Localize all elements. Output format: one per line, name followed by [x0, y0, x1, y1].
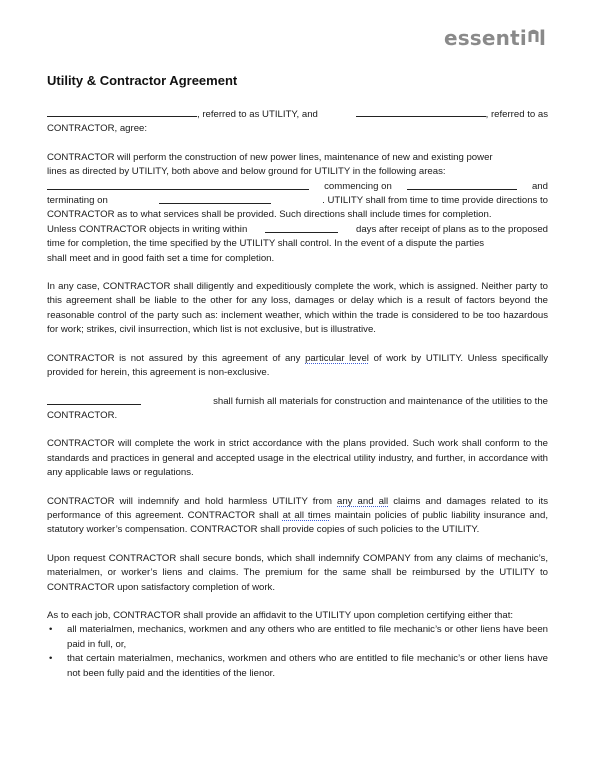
commencing-date-blank[interactable]: [407, 180, 517, 190]
areas-blank[interactable]: [47, 180, 309, 190]
indemnity-paragraph: CONTRACTOR will indemnify and hold harmless UTILITY from any and all claims and damages related to its performance of this agreement. CONTRACTOR shall at all times maintain policies of public liability insurance and, statutory worker’s compensation. CONTRACTOR shall provide copies of such policies to the UTILITY.: [47, 495, 549, 536]
spellcheck-mark: particular level: [305, 352, 369, 364]
terminating-date-blank[interactable]: [159, 194, 271, 204]
contractor-name-blank[interactable]: [356, 107, 486, 117]
bonds-paragraph: Upon request CONTRACTOR shall secure bonds, which shall indemnify COMPANY from any claims of mechanic’s, materialmen, or worker’s liens and claims. The premium for the same shall be reimbursed by the UTILITY to CONTRACTOR upon satisfactory completion of work.: [47, 552, 548, 593]
list-item: • that certain materialmen, mechanics, workmen and others who are entitled to file mechanic’s or other liens have not been fully paid and the identities of the lienor.: [49, 653, 548, 679]
logo-text: essenti: [443, 26, 527, 50]
bullet-icon: •: [49, 653, 53, 665]
list-item: • all materialmen, mechanics, workmen and any others who are entitled to file mechanic’s or other liens have been paid in full, or,: [49, 624, 548, 650]
document-body: [47, 107, 548, 681]
affidavit-list: [47, 623, 548, 681]
scope-paragraph: CONTRACTOR will perform the construction of new power lines, maintenance of new and existing power lines as directed by UTILITY, both above and below ground for UTILITY in the following areas: commencing on and terminating on . UTILITY shall from time to time provide directions to CONTRACTOR as to what services shall be provided. Such directions shall include times for completion. Unless CONTRACTOR objects in writing within days after receipt of plans as to the proposed time for completion, the time specified by the UTILITY shall control. In the event of a dispute the parties shall meet and in good faith set a time for completion.: [47, 151, 548, 264]
logo-shield-icon: [528, 28, 539, 43]
spellcheck-mark: at all times: [282, 509, 331, 521]
affidavit-section: [47, 609, 548, 681]
parties-paragraph: , referred to as UTILITY, and , referred to as CONTRACTOR, agree:: [47, 109, 548, 135]
logo-tail: l: [538, 26, 546, 50]
force-majeure-paragraph: In any case, CONTRACTOR shall diligently and expeditiously complete the work, which is assigned. Neither party to this agreement shall be liable to the other for any loss, damages or delay which is a result of factors beyond the reasonable control of the party such as: inclement weather, which within the trade is considered to be too hazardous for work; strikes, civil insurrection, which list is not exclusive, but is illustrative.: [47, 281, 548, 336]
spellcheck-mark: any and all: [337, 495, 389, 507]
standards-paragraph: CONTRACTOR will complete the work in strict accordance with the plans provided. Such work shall conform to the standards and practices in general and accepted usage in the electrical utility industry, and further, in accordance with any applicable laws or regulations.: [47, 438, 548, 479]
bullet-icon: •: [49, 624, 53, 636]
document-title: Utility & Contractor Agreement: [47, 73, 238, 88]
materials-party-blank[interactable]: [47, 395, 141, 405]
materials-paragraph: shall furnish all materials for construction and maintenance of the utilities to the CONTRACTOR.: [47, 395, 548, 421]
non-exclusive-paragraph: CONTRACTOR is not assured by this agreement of any particular level of work by UTILITY. Unless specifically provided for herein, this agreement is non-exclusive.: [47, 352, 549, 379]
parties-line: , referred to as UTILITY, and , referred to as: [47, 107, 548, 122]
days-blank[interactable]: [265, 223, 338, 233]
affidavit-intro: As to each job, CONTRACTOR shall provide an affidavit to the UTILITY upon completion certifying either that:: [47, 609, 514, 621]
utility-name-blank[interactable]: [47, 107, 197, 117]
essential-logo: [444, 26, 546, 50]
